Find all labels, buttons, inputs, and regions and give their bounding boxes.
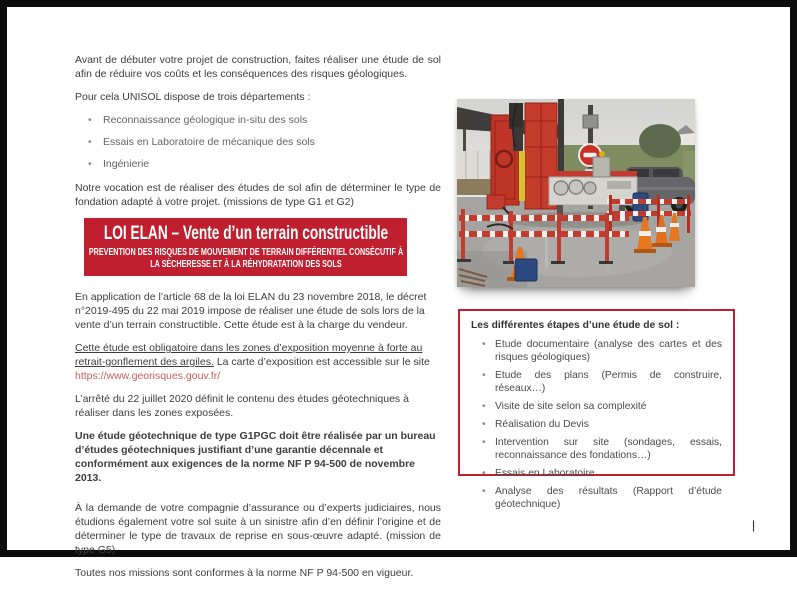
law-paragraph: En application de l’article 68 de la loi ELAN du 23 novembre 2018, le décret n°2019-495 du 22 mai 2019 impose de réaliser une étude de sols lors de la vente d’un terrain constructible. Cette étude est à la charge du vendeur.: [75, 291, 427, 331]
list-item: • Reconnaissance géologique in-situ des sols: [88, 114, 308, 126]
bullet-icon: •: [482, 486, 486, 497]
list-item: • Ingénierie: [88, 158, 150, 170]
zones-underlined-text: Cette étude est obligatoire dans les zones d’exposition moyenne à forte au retrait-gonflement des argiles.: [75, 342, 423, 368]
site-photo: [457, 99, 695, 287]
list-item: • Intervention sur site (sondages, essais, reconnaissance des fondations…): [482, 437, 722, 461]
vocation-paragraph: Notre vocation est de réaliser des études de sol afin de déterminer le type de fondation adapté à votre projet. (missions de type G1 et G2): [75, 182, 441, 208]
bullet-icon: •: [482, 419, 486, 430]
g1pgc-paragraph: Une étude géotechnique de type G1PGC doit être réalisée par un bureau d’études géotechniques justifiant d’une garantie décennale et conformément aux exigences de la norme NF P 94-500 de novembre 2013.: [75, 430, 436, 484]
georisques-link[interactable]: https://www.georisques.gouv.fr/: [75, 370, 221, 382]
list-item: • Etude documentaire (analyse des cartes et des risques géologiques): [482, 339, 722, 363]
bullet-icon: •: [482, 401, 486, 412]
norme-paragraph: Toutes nos missions sont conformes à la norme NF P 94-500 en vigueur.: [75, 567, 414, 579]
blue-barrel: [633, 193, 648, 221]
arrete-paragraph: L’arrêté du 22 juillet 2020 définit le contenu des études géotechniques à réaliser dans les zones exposées.: [75, 393, 409, 419]
bullet-icon: •: [482, 339, 486, 350]
departments-list: [75, 113, 441, 171]
departments-lead: Pour cela UNISOL dispose de trois départements :: [75, 91, 311, 103]
list-item: • Réalisation du Devis: [482, 419, 589, 430]
banner-title: LOI ELAN – Vente d’un terrain constructible: [103, 223, 388, 244]
list-item: • Analyse des résultats (Rapport d’étude géotechnique): [482, 486, 722, 510]
sinistre-paragraph: À la demande de votre compagnie d’assurance ou d’experts judiciaires, nous étudions également votre sol suite à un sinistre afin d’en définir l’origine et de déterminer le type de travaux de reprise en sous-œuvre adapté. (mission de type G5): [75, 502, 441, 556]
bullet-icon: •: [482, 370, 486, 381]
caret-mark: |: [752, 518, 756, 532]
banner-text: [87, 223, 404, 271]
zones-rest-text: La carte d’exposition est accessible sur le site: [213, 356, 430, 368]
zones-paragraph: [75, 341, 441, 383]
list-item: • Visite de site selon sa complexité: [482, 401, 647, 412]
steps-heading: Les différentes étapes d’une étude de sol :: [471, 320, 680, 331]
list-item: • Essais en Laboratoire de mécanique des sols: [88, 136, 315, 148]
bullet-icon: •: [482, 437, 486, 448]
etude-steps-box: [458, 309, 735, 510]
main-text-column: [75, 53, 441, 589]
list-item: • Etude des plans (Permis de construire, réseaux…): [482, 370, 722, 394]
list-item: • Essais en Laboratoire: [482, 468, 595, 479]
drill-rig-mast: [487, 103, 557, 218]
bullet-icon: •: [482, 468, 486, 479]
bullet-icon: •: [88, 158, 92, 170]
bullet-icon: •: [88, 114, 92, 126]
loi-elan-banner: [84, 218, 407, 276]
steps-list: [471, 338, 722, 511]
intro-paragraph: Avant de débuter votre projet de construction, faites réaliser une étude de sol afin de réduire vos coûts et les conséquences des risques géologiques.: [75, 54, 441, 80]
banner-subtitle: PREVENTION DES RISQUES DE MOUVEMENT DE TERRAIN DIFFÉRENTIEL CONSÉCUTIF À LA SÈCHERESSE ET À LA RÉHYDRATATION DES SOLS: [88, 247, 403, 270]
bullet-icon: •: [88, 136, 92, 148]
